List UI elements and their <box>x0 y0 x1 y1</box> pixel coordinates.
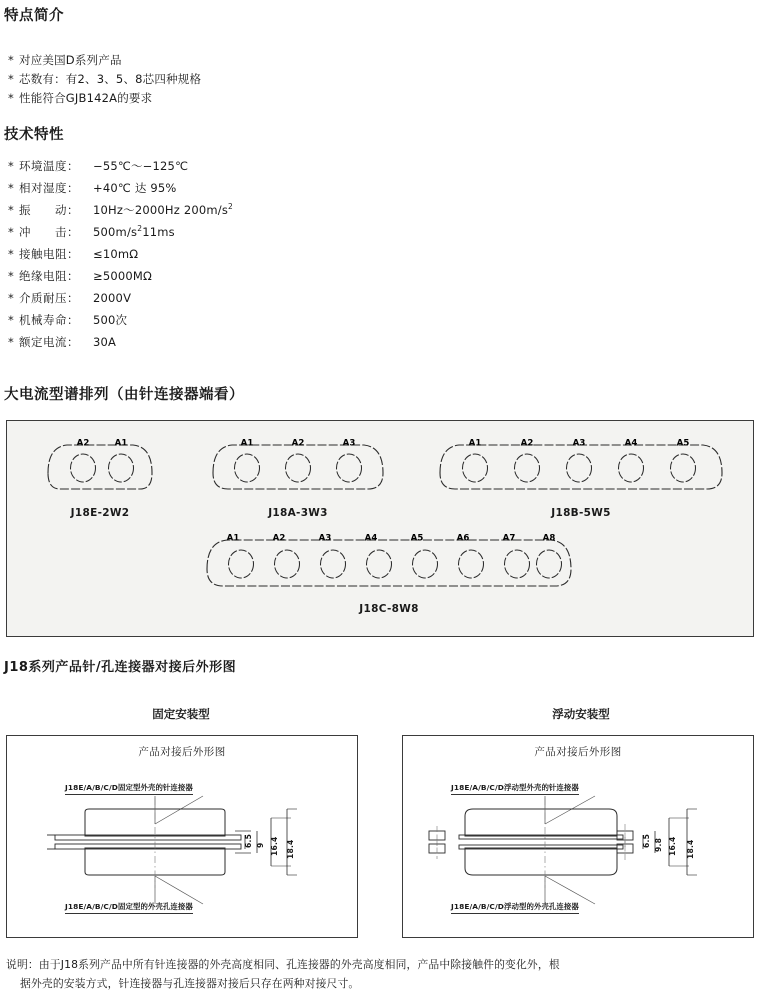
footer-note-line-1: 说明：由于J18系列产品中所有针连接器的外壳高度相同、孔连接器的外壳高度相同，产品中除接触件的变化外，根 <box>6 958 560 971</box>
connector-J18C-8W8 <box>203 531 575 593</box>
connector-caption: J18B-5W5 <box>551 507 611 519</box>
bullet-star-icon: * <box>8 91 14 105</box>
dimension-18-4: 18.4 <box>286 839 295 859</box>
dimension-16-4: 16.4 <box>668 836 677 856</box>
specs-heading: 技术特性 <box>4 127 64 143</box>
dimension-9-8: 9.8 <box>654 837 663 852</box>
bullet-star-icon: * <box>8 335 14 349</box>
pin-label-A7: A7 <box>502 533 516 544</box>
spec-label: 绝缘电阻： <box>19 269 79 283</box>
feature-text: 对应美国D系列产品 <box>19 53 122 67</box>
spec-label: 介质耐压： <box>19 291 79 305</box>
feature-item <box>8 90 152 106</box>
dimension-9: 9 <box>256 842 265 848</box>
spec-value: +40℃ 达 95% <box>93 181 177 195</box>
connector-shell-8pin <box>203 531 575 593</box>
connector-caption: J18C-8W8 <box>359 603 419 615</box>
pin-label-A4: A4 <box>624 438 638 449</box>
spec-label: 相对湿度： <box>19 181 79 195</box>
spec-value-2: 11ms <box>142 225 175 239</box>
pin-label-A1: A1 <box>240 438 254 449</box>
bullet-star-icon: * <box>8 53 14 67</box>
floating-mount-title: 浮动安装型 <box>552 707 610 721</box>
spec-row <box>8 246 138 262</box>
bullet-star-icon: * <box>8 159 14 173</box>
features-heading: 特点简介 <box>4 8 64 24</box>
spec-value: 500m/s <box>93 225 138 239</box>
feature-item <box>8 52 122 68</box>
feature-item <box>8 71 201 87</box>
fixed-pin-connector-callout: J18E/A/B/C/D固定型外壳的针连接器 <box>65 782 193 795</box>
pin-label-A6: A6 <box>456 533 470 544</box>
spec-value: ≤10mΩ <box>93 247 139 261</box>
spec-row <box>8 224 175 240</box>
spec-row <box>8 158 188 174</box>
connector-J18A-3W3 <box>210 437 386 497</box>
spec-exponent: 2 <box>137 224 143 234</box>
spec-label: 振 动： <box>19 203 79 217</box>
dimension-18-4: 18.4 <box>686 839 695 859</box>
pin-label-A5: A5 <box>676 438 690 449</box>
pin-label-A5: A5 <box>410 533 424 544</box>
pin-label-A2: A2 <box>272 533 286 544</box>
pin-label-A2: A2 <box>520 438 534 449</box>
spec-value: ≥5000MΩ <box>93 269 153 283</box>
spec-row <box>8 268 152 284</box>
drawing-inner-title: 产品对接后外形图 <box>138 746 226 758</box>
floating-mount-drawing <box>402 735 754 938</box>
connector-J18B-5W5 <box>437 437 725 497</box>
pin-label-A3: A3 <box>318 533 332 544</box>
spec-row <box>8 312 127 328</box>
dimension-6-5: 6.5 <box>244 833 253 848</box>
connector-caption: J18E-2W2 <box>70 507 130 519</box>
pin-label-A4: A4 <box>364 533 378 544</box>
footer-note-line-2: 据外壳的安装方式，针连接器与孔连接器对接后只存在两种对接尺寸。 <box>20 976 360 990</box>
fixed-mount-drawing <box>6 735 358 938</box>
bullet-star-icon: * <box>8 203 14 217</box>
spec-row <box>8 290 131 306</box>
bullet-star-icon: * <box>8 72 14 86</box>
dimension-16-4: 16.4 <box>270 836 279 856</box>
fixed-mount-title: 固定安装型 <box>152 707 210 721</box>
floating-mount-cross-section <box>403 736 755 939</box>
layout-heading: 大电流型谱排列（由针连接器端看） <box>4 387 244 403</box>
bullet-star-icon: * <box>8 181 14 195</box>
connector-J18E-2W2 <box>45 437 155 497</box>
pin-label-A1: A1 <box>226 533 240 544</box>
spec-value: −55℃～−125℃ <box>93 159 189 173</box>
bullet-star-icon: * <box>8 313 14 327</box>
pin-label-A3: A3 <box>572 438 586 449</box>
outline-heading: J18系列产品针/孔连接器对接后外形图 <box>4 660 237 675</box>
spec-label: 冲 击： <box>19 225 79 239</box>
pin-label-A2: A2 <box>291 438 305 449</box>
connector-layout-panel <box>6 420 754 637</box>
spec-label: 环境温度： <box>19 159 79 173</box>
feature-text: 性能符合GJB142A的要求 <box>19 91 153 105</box>
connector-caption: J18A-3W3 <box>268 507 328 519</box>
feature-text: 芯数有：有2、3、5、8芯四种规格 <box>19 72 202 86</box>
floating-pin-connector-callout: J18E/A/B/C/D浮动型外壳的针连接器 <box>451 782 579 795</box>
spec-value: 2000V <box>93 291 132 305</box>
pin-label-A3: A3 <box>342 438 356 449</box>
fixed-socket-connector-callout: J18E/A/B/C/D固定型的外壳孔连接器 <box>65 901 193 914</box>
bullet-star-icon: * <box>8 291 14 305</box>
connector-shell-2pin <box>45 437 155 497</box>
spec-label: 接触电阻： <box>19 247 79 261</box>
spec-exponent: 2 <box>228 202 234 212</box>
spec-label: 额定电流： <box>19 335 79 349</box>
spec-value: 30A <box>93 335 117 349</box>
spec-row <box>8 334 116 350</box>
pin-label-A2: A2 <box>76 438 90 449</box>
bullet-star-icon: * <box>8 225 14 239</box>
connector-shell-5pin <box>437 437 725 497</box>
spec-label: 机械寿命： <box>19 313 79 327</box>
spec-value: 500次 <box>93 313 128 327</box>
pin-label-A8: A8 <box>542 533 556 544</box>
spec-row <box>8 180 177 196</box>
dimension-6-5: 6.5 <box>642 833 651 848</box>
bullet-star-icon: * <box>8 247 14 261</box>
drawing-inner-title: 产品对接后外形图 <box>534 746 622 758</box>
floating-socket-connector-callout: J18E/A/B/C/D浮动型的外壳孔连接器 <box>451 901 579 914</box>
connector-shell-3pin <box>210 437 386 497</box>
pin-label-A1: A1 <box>468 438 482 449</box>
fixed-mount-cross-section <box>7 736 359 939</box>
bullet-star-icon: * <box>8 269 14 283</box>
spec-value: 10Hz～2000Hz 200m/s <box>93 203 229 217</box>
pin-label-A1: A1 <box>114 438 128 449</box>
spec-row <box>8 202 233 218</box>
footer-note <box>6 956 756 994</box>
